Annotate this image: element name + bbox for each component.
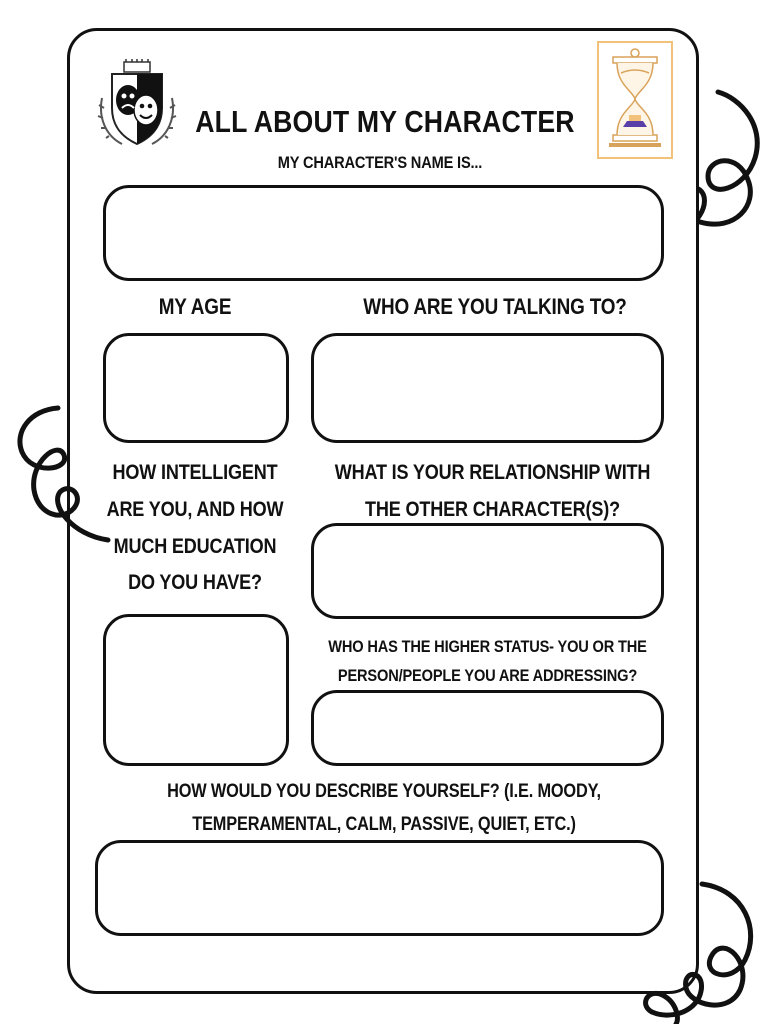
page-title: ALL ABOUT MY CHARACTER — [195, 104, 575, 139]
talking-to-label: WHO ARE YOU TALKING TO? — [363, 294, 627, 319]
intelligence-label-line-2: ARE YOU, AND HOW — [106, 497, 284, 521]
name-label: MY CHARACTER'S NAME IS... — [277, 153, 483, 172]
describe-label — [157, 776, 611, 841]
status-label — [326, 632, 649, 690]
talking-to-input-box[interactable] — [311, 333, 664, 443]
age-label: MY AGE — [158, 294, 232, 319]
intelligence-input-box[interactable] — [103, 614, 289, 766]
describe-label-line-2: TEMPERAMENTAL, CALM, PASSIVE, QUIET, ETC.) — [192, 813, 576, 835]
status-label-line-1: WHO HAS THE HIGHER STATUS- YOU OR THE — [328, 637, 647, 656]
intelligence-label-line-4: DO YOU HAVE? — [128, 571, 262, 595]
name-input-box[interactable] — [103, 185, 664, 281]
relationship-input-box[interactable] — [311, 523, 664, 619]
intelligence-label-line-3: MUCH EDUCATION — [113, 534, 277, 558]
age-input-box[interactable] — [103, 333, 289, 443]
status-label-line-2: PERSON/PEOPLE YOU ARE ADDRESSING? — [337, 666, 638, 686]
relationship-label-line-1: WHAT IS YOUR RELATIONSHIP WITH — [334, 461, 651, 484]
hourglass-emblem — [597, 41, 673, 159]
hourglass-icon — [599, 43, 671, 157]
intelligence-label-line-1: HOW INTELLIGENT — [112, 461, 278, 484]
relationship-label — [327, 455, 658, 529]
status-input-box[interactable] — [311, 690, 664, 766]
relationship-label-line-2: THE OTHER CHARACTER(S)? — [365, 497, 620, 521]
intelligence-label — [96, 455, 294, 602]
describe-input-box[interactable] — [95, 840, 664, 936]
theatre-crest-logo — [96, 58, 178, 150]
describe-label-line-1: HOW WOULD YOU DESCRIBE YOURSELF? (I.E. MOODY, — [167, 781, 601, 802]
